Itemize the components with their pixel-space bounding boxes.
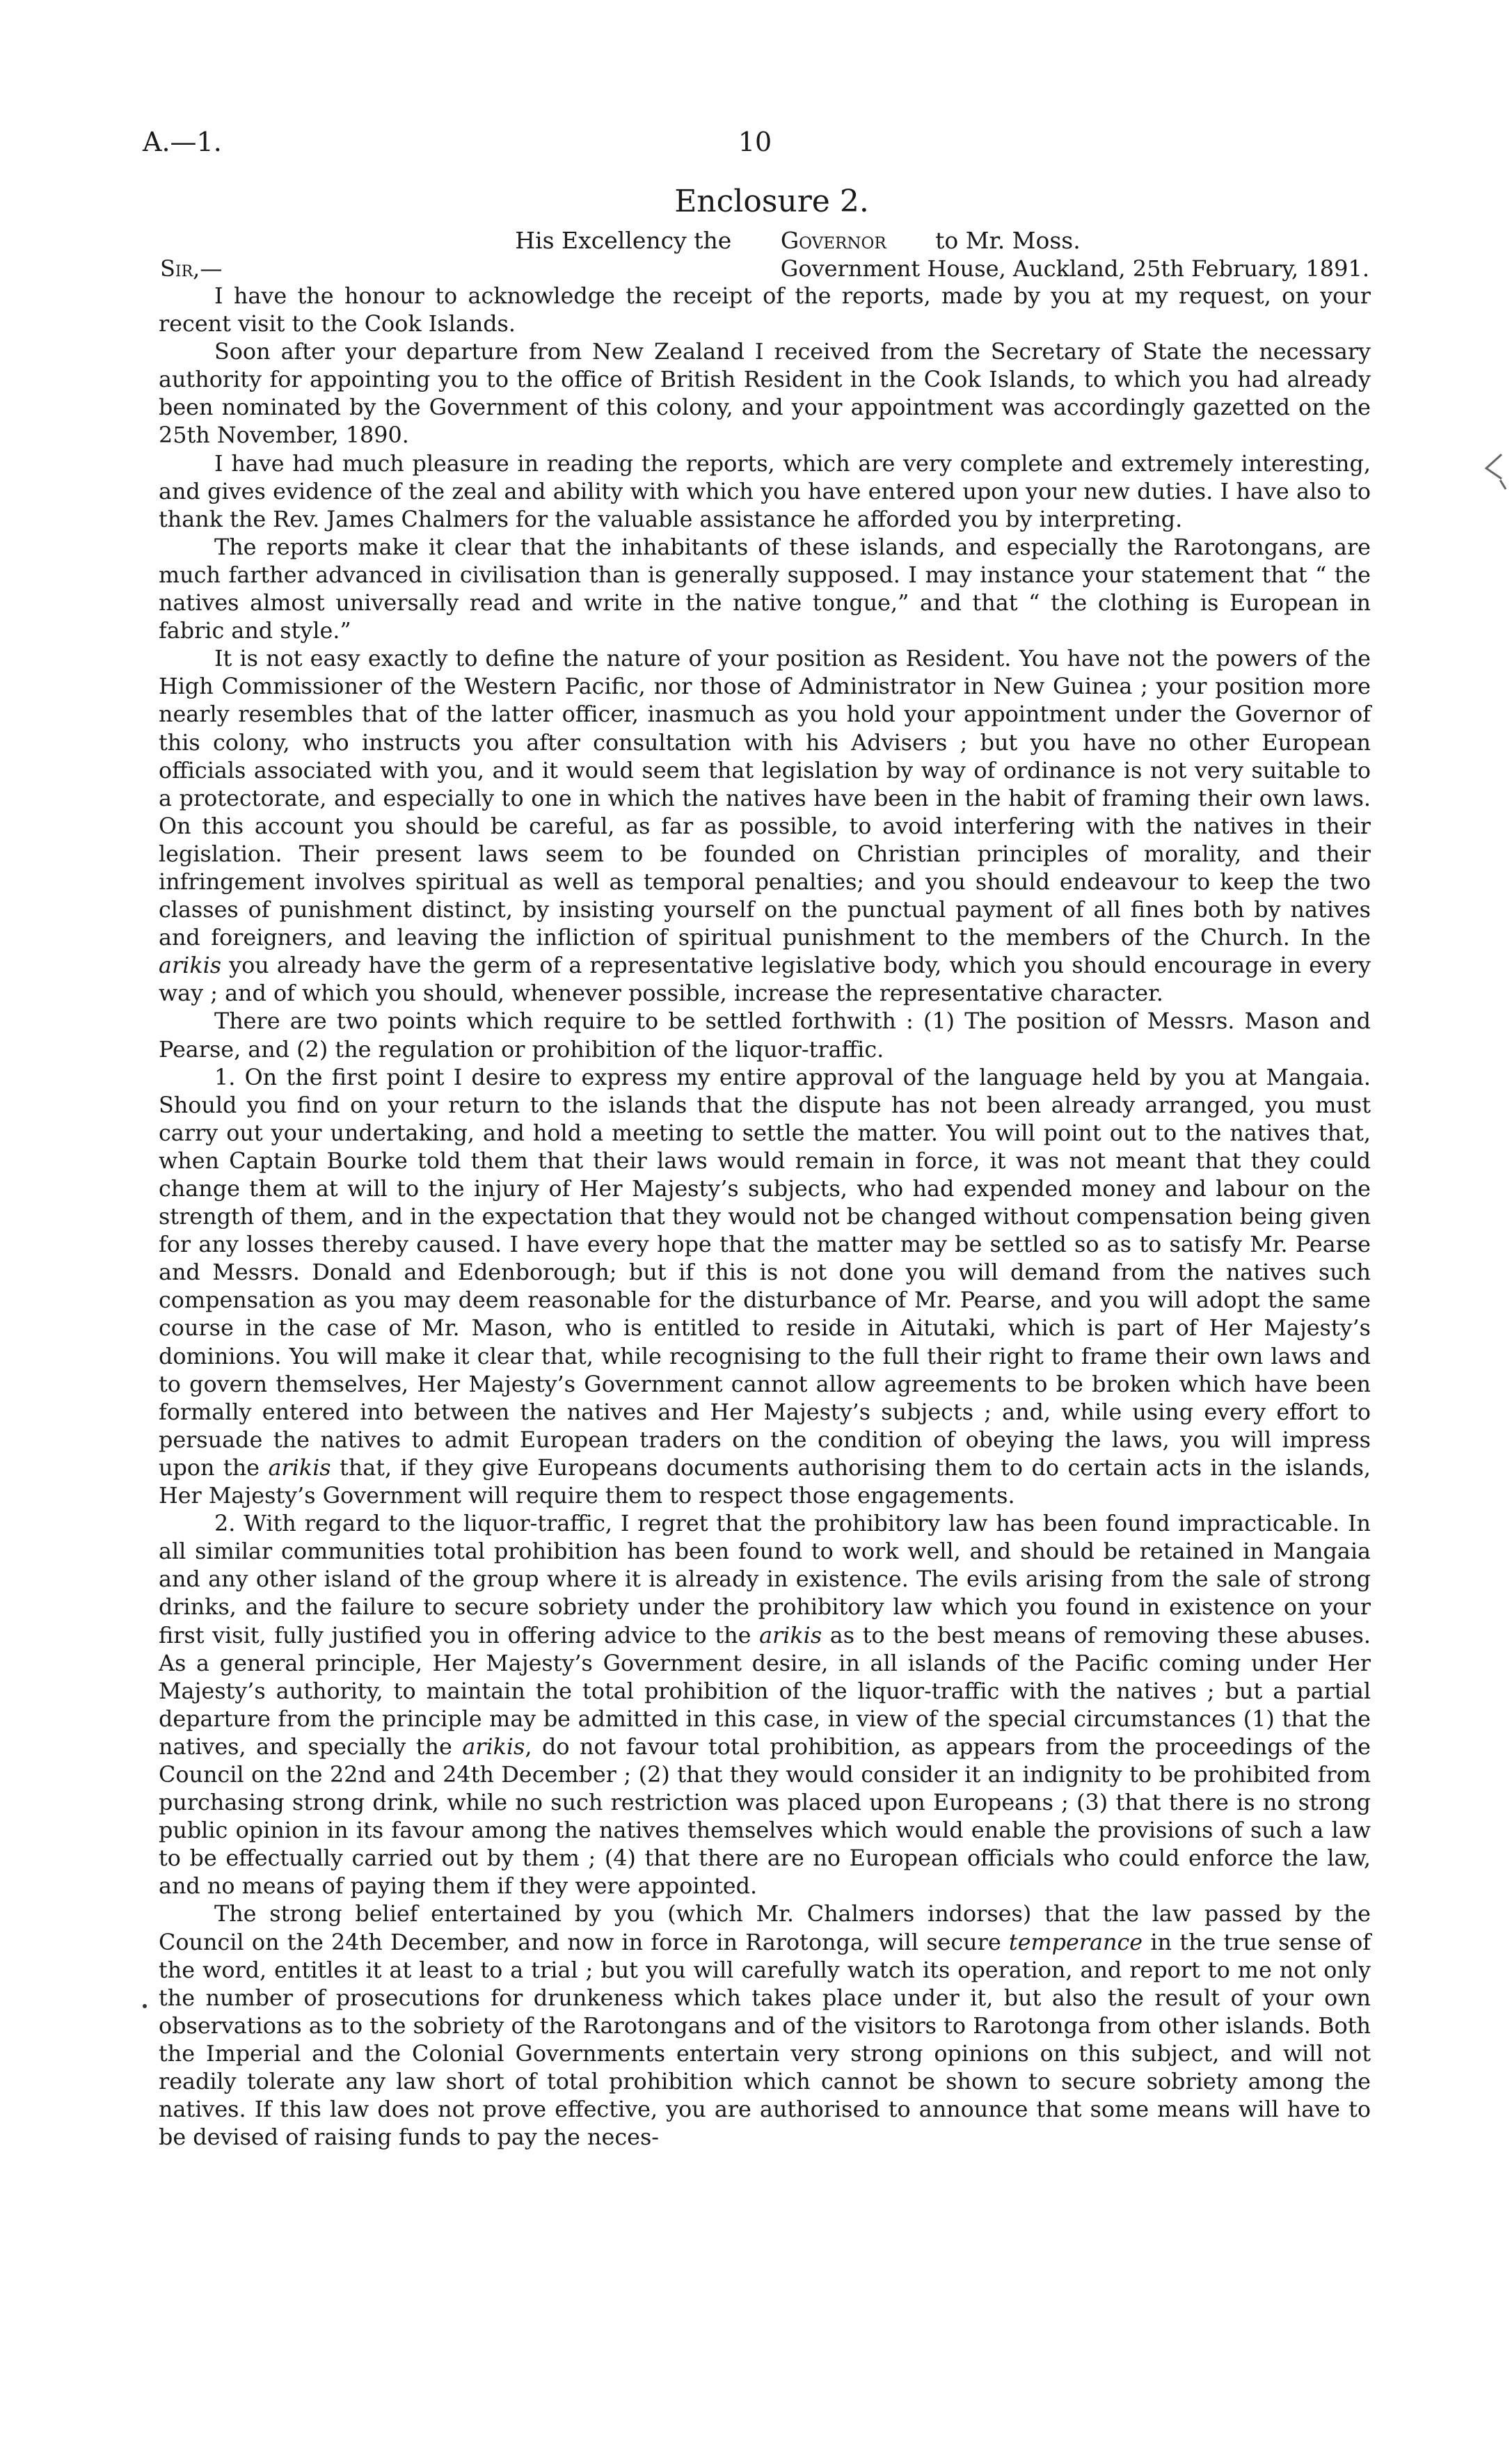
italic-term: arikis	[759, 1622, 822, 1648]
paragraph-text: I have the honour to acknowledge the receipt of the reports, made by you at my request, on your recent visit to the Cook Islands.	[159, 283, 1371, 337]
letter-body	[159, 283, 1371, 2152]
paragraph-civilisation	[159, 534, 1371, 645]
paragraph-text: that, if they give Europeans documents authorising them to do certain acts in the islands, Her Majesty’s Government will require them to respect those engagements.	[159, 1454, 1371, 1509]
paragraph-acknowledgement	[159, 283, 1371, 338]
document-reference: A.—1.	[143, 127, 222, 157]
paragraph-text: There are two points which require to be settled forthwith : (1) The position of Messrs. Mason and Pearse, and (2) the regulation or prohibition of the liquor-traffic.	[159, 1008, 1371, 1063]
paragraph-text: you already have the germ of a representative legislative body, which you should encourage in every way ; and of which you should, whenever possible, increase the representative character.	[159, 953, 1371, 1007]
paragraph-text: It is not easy exactly to define the nature of your position as Resident. You have not the powers of the High Commissioner of the Western Pacific, nor those of Administrator in New Guinea ; your position more nearly resembles that of the latter officer, inasmuch as you hold your appointment under the Governor of this colony, who instructs you after consultation with his Advisers ; but you have no other European officials associated with you, and it would seem that legislation by way of ordinance is not very suitable to a protectorate, and especially to one in which the natives have been in the habit of framing their own laws. On this account you should be careful, as far as possible, to avoid interfering with the natives in their legislation. Their present laws seem to be founded on Christian principles of morality, and their infringement involves spiritual as well as temporal penalties; and you should endeavour to keep the two classes of punishment distinct, by insisting yourself on the punctual payment of all fines both by natives and foreigners, and leaving the infliction of spiritual punishment to the members of the Church. In the	[159, 646, 1371, 951]
enclosure-title-text: Enclosure 2.	[674, 184, 869, 219]
paragraph-position	[159, 645, 1371, 1008]
italic-term: temperance	[1008, 1929, 1143, 1955]
margin-dot-icon	[143, 2004, 147, 2008]
letter-subtitle	[0, 225, 1512, 256]
subtitle-governor: Governor	[780, 227, 886, 254]
page-number: 10	[738, 127, 772, 157]
paragraph-two-points	[159, 1008, 1371, 1063]
paragraph-text: Soon after your departure from New Zealand I received from the Secretary of State the necessary authority for appointing you to the office of British Resident in the Cook Islands, to which you had already been nominated by the Government of this colony, and your appointment was accordingly gazetted on the 25th November, 1890.	[159, 339, 1371, 449]
subtitle-prefix: His Excellency the	[515, 227, 732, 254]
paragraph-text: The strong belief entertained by you (which Mr. Chalmers indorses) that the law passed by the Council on the 24th December, and now in force in Rarotonga, will secure	[159, 1901, 1371, 1955]
paragraph-point-two	[159, 1510, 1371, 1900]
enclosure-title	[0, 182, 1512, 221]
paragraph-appointment	[159, 338, 1371, 450]
italic-term: arikis	[268, 1454, 331, 1481]
dateline: Government House, Auckland, 25th February, 1891.	[780, 255, 1369, 282]
italic-term: arikis	[159, 953, 222, 979]
paragraph-text: as to the best means of removing these abuses. As a general principle, Her Majesty’s Government desire, in all islands of the Pacific coming under Her Majesty’s authority, to maintain the total prohibition of the liquor-traffic with the natives ; but a partial departure from the principle may be admitted in this case, in view of the special circumstances (1) that the natives, and specially the	[159, 1622, 1371, 1760]
paragraph-text: The reports make it clear that the inhabitants of these islands, and especially the Rarotongans, are much farther advanced in civilisation than is generally supposed. I may instance your statement that “ the natives almost universally read and write in the native tongue,” and that “ the clothing is European in fabric and style.”	[159, 534, 1371, 644]
salutation: Sir,—	[160, 255, 223, 282]
italic-term: arikis	[462, 1733, 525, 1760]
running-head	[143, 121, 1367, 163]
paragraph-reports	[159, 450, 1371, 534]
subtitle-suffix: to Mr. Moss.	[935, 227, 1081, 254]
paragraph-text: , do not favour total prohibition, as appears from the proceedings of the Council on the 22nd and 24th December ; (2) that they would consider it an indignity to be prohibited from purchasing strong drink, while no such restriction was placed upon Europeans ; (3) that there is no strong public opinion in its favour among the natives themselves which would enable the provisions of such a law to be effectually carried out by them ; (4) that there are no European officials who could enforce the law, and no means of paying them if they were appointed.	[159, 1733, 1371, 1900]
paragraph-text: 1. On the first point I desire to express my entire approval of the language held by you at Mangaia. Should you find on your return to the islands that the dispute has not been already arranged, you must carry out your undertaking, and hold a meeting to settle the matter. You will point out to the natives that, when Captain Bourke told them that their laws would remain in force, it was not meant that they could change them at will to the injury of Her Majesty’s subjects, who had expended money and labour on the strength of them, and in the expectation that they would not be changed without compensation being given for any losses thereby caused. I have every hope that the matter may be settled so as to satisfy Mr. Pearse and Messrs. Donald and Edenborough; but if this is not done you will demand from the natives such compensation as you may deem reasonable for the disturbance of Mr. Pearse, and you will adopt the same course in the case of Mr. Mason, who is entitled to reside in Aitutaki, which is part of Her Majesty’s dominions. You will make it clear that, while recognising to the full their right to frame their own laws and to govern themselves, Her Majesty’s Government cannot allow agreements to be broken which have been formally entered into between the natives and Her Majesty’s subjects ; and, while using every effort to persuade the natives to admit European traders on the condition of obeying the laws, you will impress upon the	[159, 1064, 1371, 1481]
paragraph-text: I have had much pleasure in reading the reports, which are very complete and extremely interesting, and gives evidence of the zeal and ability with which you have entered upon your new duties. I have also to thank the Rev. James Chalmers for the valuable assistance he afforded you by interpreting.	[159, 450, 1371, 532]
paragraph-text: 2. With regard to the liquor-traffic, I regret that the prohibitory law has been found impracticable. In all similar communities total prohibition has been found to work well, and should be retained in Mangaia and any other island of the group where it is already in existence. The evils arising from the sale of strong drinks, and the failure to secure sobriety under the prohibitory law which you found in existence on your first visit, fully justified you in offering advice to the	[159, 1511, 1371, 1648]
paragraph-text: in the true sense of the word, entitles it at least to a trial ; but you will carefully watch its operation, and report to me not only the number of prosecutions for drunkeness which takes place under it, but also the result of your own observations as to the sobriety of the Rarotongans and of the visitors to Rarotonga from other islands. Both the Imperial and the Colonial Governments entertain very strong opinions on this subject, and will not readily tolerate any law short of total prohibition which cannot be shown to secure sobriety among the natives. If this law does not prove effective, you are authorised to announce that some means will have to be devised of raising funds to pay the neces-	[159, 1929, 1371, 2151]
paragraph-temperance	[159, 1900, 1371, 2152]
paragraph-point-one	[159, 1064, 1371, 1511]
margin-mark-icon	[1481, 451, 1509, 493]
